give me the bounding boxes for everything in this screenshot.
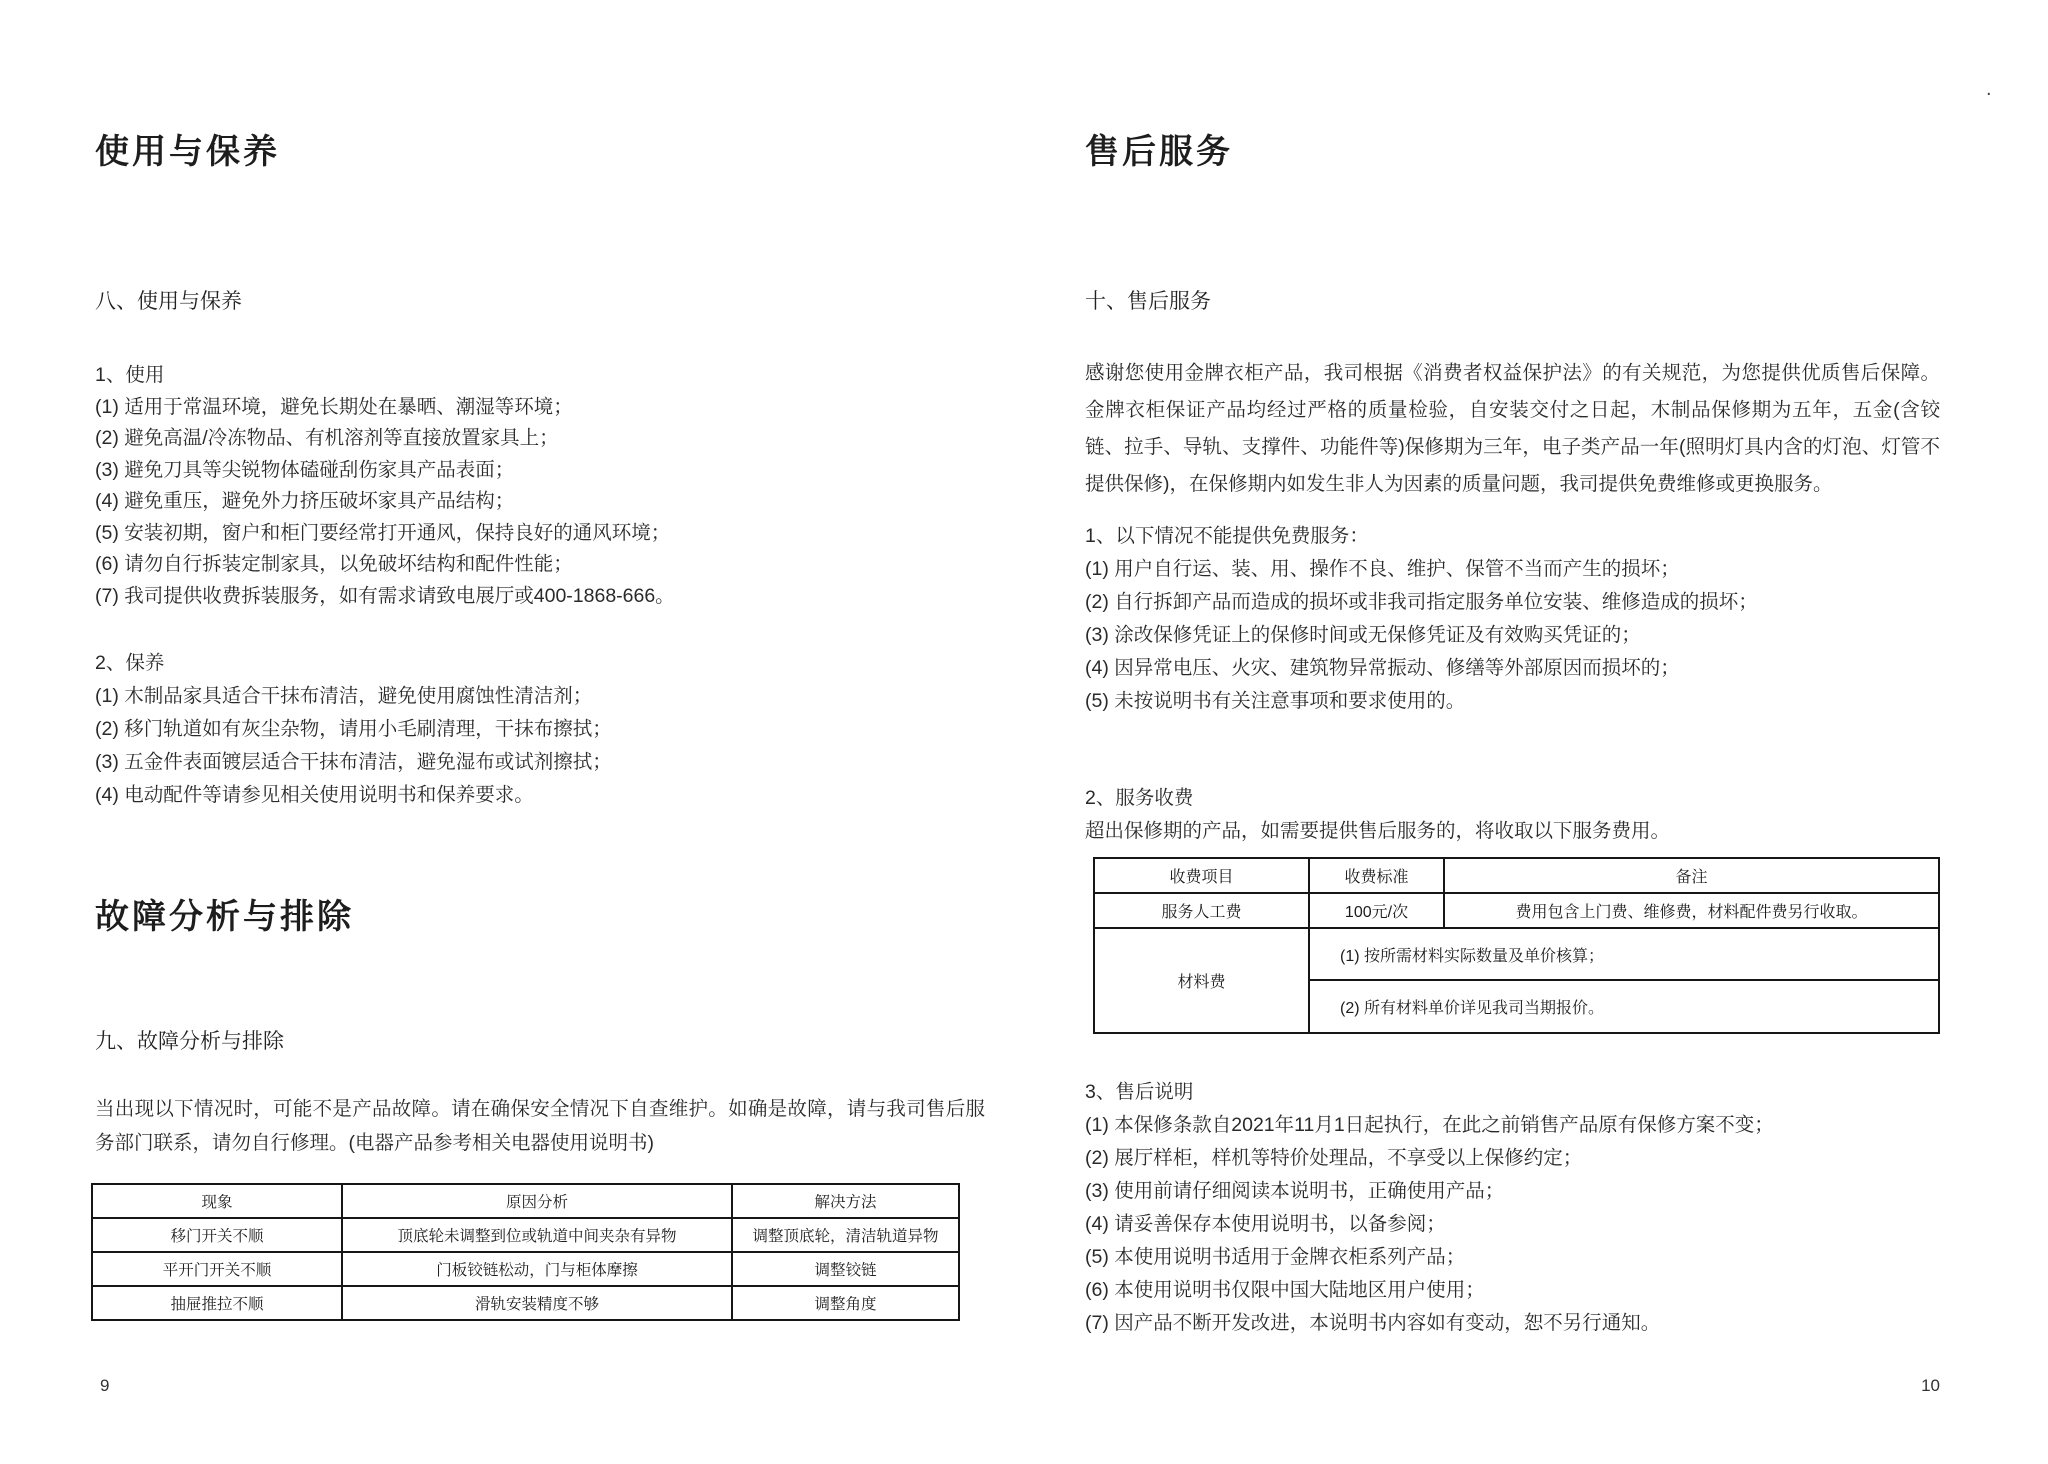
use-subtitle: 1、使用 (95, 364, 165, 386)
page-number-right: 10 (1921, 1376, 1940, 1395)
table-header-row (92, 1184, 959, 1218)
service-fee-head (1085, 782, 1940, 848)
page-title-after-sale: 售后服务 (1085, 133, 1233, 171)
page-number-left: 9 (100, 1376, 110, 1395)
page-title-troubleshooting: 故障分析与排除 (95, 898, 354, 936)
table-row (92, 1252, 959, 1286)
list-item: (5) 未按说明书有关注意事项和要求使用的。 (1085, 690, 1466, 712)
table-cell: 100元/次 (1309, 893, 1444, 928)
page-left (95, 0, 985, 1464)
list-item: (1) 适用于常温环境，避免长期处在暴晒、潮湿等环境； (95, 395, 573, 418)
table-cell: (2) 所有材料单价详见我司当期报价。 (1309, 980, 1939, 1033)
list-item: (1) 木制品家具适合干抹布清洁，避免使用腐蚀性清洁剂； (95, 685, 593, 707)
list-item: (1) 用户自行运、装、用、操作不良、维护、保管不当而产生的损坏； (1085, 558, 1680, 580)
table-cell: 平开门开关不顺 (92, 1252, 342, 1286)
table-cell-material-label: 材料费 (1094, 928, 1309, 1033)
after-sale-notes-list (1085, 1076, 1940, 1340)
list-item: (1) 本保修条款自2021年11月1日起执行，在此之前销售产品原有保修方案不变； (1085, 1114, 1774, 1136)
troubleshooting-intro: 当出现以下情况时，可能不是产品故障。请在确保安全情况下自查维护。如确是故障，请与我司售后服务部门联系，请勿自行修理。(电器产品参考相关电器使用说明书) (95, 1098, 985, 1154)
table-header-row (1094, 858, 1939, 893)
list-item: (6) 本使用说明书仅限中国大陆地区用户使用； (1085, 1279, 1485, 1301)
list-item: (2) 自行拆卸产品而造成的损坏或非我司指定服务单位安装、维修造成的损坏； (1085, 591, 1758, 613)
after-sale-intro: 感谢您使用金牌衣柜产品，我司根据《消费者权益保护法》的有关规范，为您提供优质售后保障。金牌衣柜保证产品均经过严格的质量检验，自安装交付之日起，木制品保修期为五年，五金(含铰链、拉手、导轨、支撑件、功能件等)保修期为三年，电子类产品一年(照明灯具内含的灯泡、灯管不提供保修)，在保修期内如发生非人为因素的质量问题，我司提供免费维修或更换服务。 (1085, 362, 1940, 495)
free-service-list (1085, 520, 1940, 718)
service-fee-subtitle: 2、服务收费 (1085, 787, 1194, 809)
use-list (95, 360, 985, 612)
service-fee-note: 超出保修期的产品，如需要提供售后服务的，将收取以下服务费用。 (1085, 820, 1671, 842)
table-row (92, 1286, 959, 1320)
table-cell: 服务人工费 (1094, 893, 1309, 928)
list-item: (4) 请妥善保存本使用说明书，以备参阅； (1085, 1213, 1446, 1235)
free-service-subtitle: 1、以下情况不能提供免费服务： (1085, 525, 1369, 547)
list-item: (3) 避免刀具等尖锐物体磕碰刮伤家具产品表面； (95, 458, 515, 481)
table-row (1094, 928, 1939, 980)
table-cell: (1) 按所需材料实际数量及单价核算； (1309, 928, 1939, 980)
section-heading-troubleshooting: 九、故障分析与排除 (95, 1030, 284, 1053)
list-item: (7) 因产品不断开发改进，本说明书内容如有变动，恕不另行通知。 (1085, 1312, 1661, 1334)
table-row (1094, 893, 1939, 928)
table-cell: 调整铰链 (732, 1252, 959, 1286)
list-item: (5) 本使用说明书适用于金牌衣柜系列产品； (1085, 1246, 1466, 1268)
table-cell: 抽屉推拉不顺 (92, 1286, 342, 1320)
page-right (1085, 0, 1940, 1464)
table-header-cell: 现象 (92, 1184, 342, 1218)
table-cell: 费用包含上门费、维修费，材料配件费另行收取。 (1444, 893, 1939, 928)
table-cell: 调整角度 (732, 1286, 959, 1320)
list-item: (5) 安装初期，窗户和柜门要经常打开通风，保持良好的通风环境； (95, 521, 671, 544)
table-header-cell: 收费项目 (1094, 858, 1309, 893)
troubleshooting-table (91, 1183, 960, 1321)
notes-subtitle: 3、售后说明 (1085, 1081, 1194, 1103)
table-cell: 移门开关不顺 (92, 1218, 342, 1252)
table-header-cell: 解决方法 (732, 1184, 959, 1218)
service-fee-table-wrap (1093, 857, 1948, 1034)
care-list (95, 647, 985, 812)
section-heading-use-care: 八、使用与保养 (95, 290, 242, 313)
list-item: (4) 因异常电压、火灾、建筑物异常振动、修缮等外部原因而损坏的； (1085, 657, 1680, 679)
corner-dot: . (1986, 78, 1992, 100)
list-item: (4) 电动配件等请参见相关使用说明书和保养要求。 (95, 784, 534, 806)
table-cell: 门板铰链松动，门与柜体摩擦 (342, 1252, 732, 1286)
list-item: (7) 我司提供收费拆装服务，如有需求请致电展厅或400-1868-666。 (95, 584, 675, 607)
list-item: (2) 避免高温/冷冻物品、有机溶剂等直接放置家具上； (95, 427, 559, 449)
list-item: (2) 移门轨道如有灰尘杂物，请用小毛刷清理，干抹布擦拭； (95, 718, 612, 740)
list-item: (4) 避免重压，避免外力挤压破坏家具产品结构； (95, 490, 515, 512)
table-header-cell: 原因分析 (342, 1184, 732, 1218)
table-header-cell: 备注 (1444, 858, 1939, 893)
list-item: (3) 涂改保修凭证上的保修时间或无保修凭证及有效购买凭证的； (1085, 624, 1641, 646)
list-item: (2) 展厅样柜，样机等特价处理品，不享受以上保修约定； (1085, 1147, 1583, 1169)
table-cell: 滑轨安装精度不够 (342, 1286, 732, 1320)
list-item: (6) 请勿自行拆装定制家具，以免破坏结构和配件性能； (95, 553, 573, 575)
troubleshooting-table-wrap (91, 1183, 981, 1321)
table-row (92, 1218, 959, 1252)
service-fee-table (1093, 857, 1940, 1034)
table-cell: 顶底轮未调整到位或轨道中间夹杂有异物 (342, 1218, 732, 1252)
page-title-use-care: 使用与保养 (95, 133, 280, 171)
table-header-cell: 收费标准 (1309, 858, 1444, 893)
list-item: (3) 五金件表面镀层适合干抹布清洁，避免湿布或试剂擦拭； (95, 751, 612, 773)
list-item: (3) 使用前请仔细阅读本说明书，正确使用产品； (1085, 1180, 1505, 1202)
section-heading-after-sale: 十、售后服务 (1085, 290, 1211, 313)
table-cell: 调整顶底轮，清洁轨道异物 (732, 1218, 959, 1252)
care-subtitle: 2、保养 (95, 652, 165, 674)
